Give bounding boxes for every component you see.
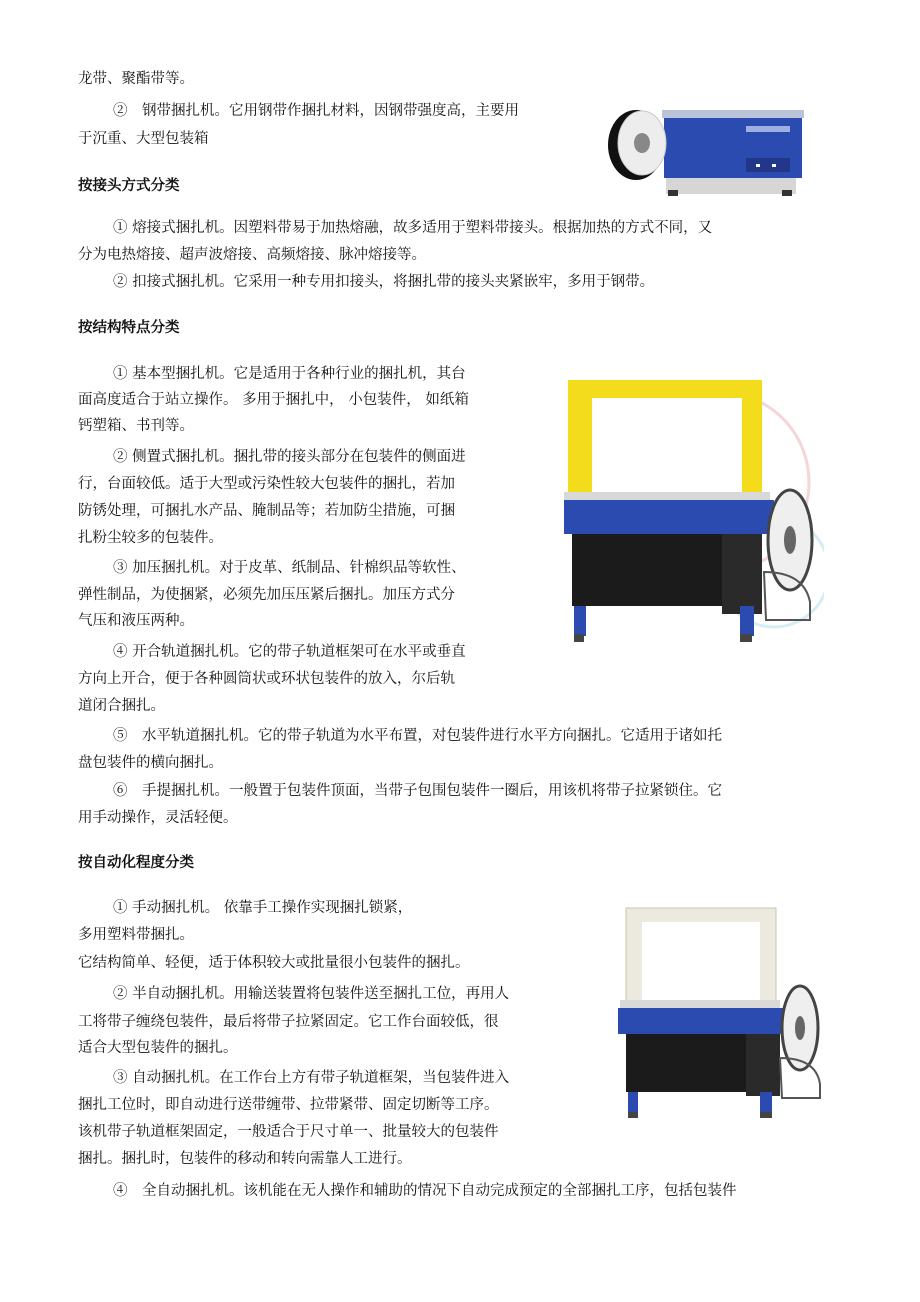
text-line: 面高度适合于站立操作。 多用于捆扎中， 小包装件， 如纸箱 <box>78 392 469 408</box>
section-heading: 按接头方式分类 <box>78 178 180 194</box>
text-line: 行，台面较低。适于大型或污染性较大包装件的捆扎，若加 <box>78 476 455 492</box>
text-line: 气压和液压两种。 <box>78 613 194 629</box>
text-line: 它结构简单、轻便，适于体积较大或批量很小包装件的捆扎。 <box>78 955 470 971</box>
text-line: ① 基本型捆扎机。它是适用于各种行业的捆扎机，其台 <box>113 366 466 382</box>
section-heading: 按结构特点分类 <box>78 320 180 336</box>
text-line: 分为电热熔接、超声波熔接、高频熔接、脉冲熔接等。 <box>78 247 426 263</box>
text-line: ④ 开合轨道捆扎机。它的带子轨道框架可在水平或垂直 <box>113 644 466 660</box>
text-line: 盘包装件的横向捆扎。 <box>78 755 223 771</box>
text-line: 适合大型包装件的捆扎。 <box>78 1040 238 1056</box>
text-line: ① 熔接式捆扎机。因塑料带易于加热熔融，故多适用于塑料带接头。根据加热的方式不同，又 <box>113 220 713 236</box>
text-line: ③ 加压捆扎机。对于皮革、纸制品、针棉织品等软性、 <box>113 560 466 576</box>
text-line: ⑤ 水平轨道捆扎机。它的带子轨道为水平布置，对包装件进行水平方向捆扎。它适用于诸如托 <box>113 728 722 744</box>
text-line: 该机带子轨道框架固定，一般适合于尺寸单一、批量较大的包装件 <box>78 1124 499 1140</box>
text-line: 扎粉尘较多的包装件。 <box>78 530 223 546</box>
text-line: 方向上开合，便于各种圆筒状或环状包装件的放入，尔后轨 <box>78 671 455 687</box>
yellow-arch-machine-image <box>544 362 824 662</box>
text-line: ② 扣接式捆扎机。它采用一种专用扣接头，将捆扎带的接头夹紧嵌牢，多用于钢带。 <box>113 274 655 290</box>
text-line: 道闭合捆扎。 <box>78 698 165 714</box>
text-line: 多用塑料带捆扎。 <box>78 927 194 943</box>
text-line: ② 钢带捆扎机。它用钢带作捆扎材料，因钢带强度高，主要用 <box>113 103 519 119</box>
text-line: 捆扎。捆扎时，包装件的移动和转向需靠人工进行。 <box>78 1151 412 1167</box>
text-line: 于沉重、大型包装箱 <box>78 131 209 147</box>
steel-strap-machine-image <box>596 100 811 200</box>
section-heading: 按自动化程度分类 <box>78 855 194 871</box>
text-line: ② 半自动捆扎机。用输送装置将包装件送至捆扎工位，再用人 <box>113 986 510 1002</box>
text-line: 捆扎工位时，即自动进行送带缠带、拉带紧带、固定切断等工序。 <box>78 1097 499 1113</box>
text-line: ④ 全自动捆扎机。该机能在无人操作和辅助的情况下自动完成预定的全部捆扎工序，包括包装件 <box>113 1183 737 1199</box>
text-line: ① 手动捆扎机。 依靠手工操作实现捆扎锁紧， <box>113 900 413 916</box>
text-line: 龙带、聚酯带等。 <box>78 71 194 87</box>
white-arch-machine-image <box>612 898 827 1128</box>
text-line: 防锈处理，可捆扎水产品、腌制品等；若加防尘措施，可捆 <box>78 503 455 519</box>
text-line: ⑥ 手提捆扎机。一般置于包装件顶面，当带子包围包装件一圈后，用该机将带子拉紧锁住。它 <box>113 783 722 799</box>
text-line: 钙塑箱、书刊等。 <box>78 418 194 434</box>
text-line: 工将带子缠绕包装件，最后将带子拉紧固定。它工作台面较低，很 <box>78 1014 499 1030</box>
text-line: ② 侧置式捆扎机。捆扎带的接头部分在包装件的侧面进 <box>113 449 466 465</box>
text-line: 用手动操作，灵活轻便。 <box>78 810 238 826</box>
text-line: ③ 自动捆扎机。在工作台上方有带子轨道框架，当包装件进入 <box>113 1070 510 1086</box>
text-line: 弹性制品，为使捆紧，必须先加压压紧后捆扎。加压方式分 <box>78 587 455 603</box>
